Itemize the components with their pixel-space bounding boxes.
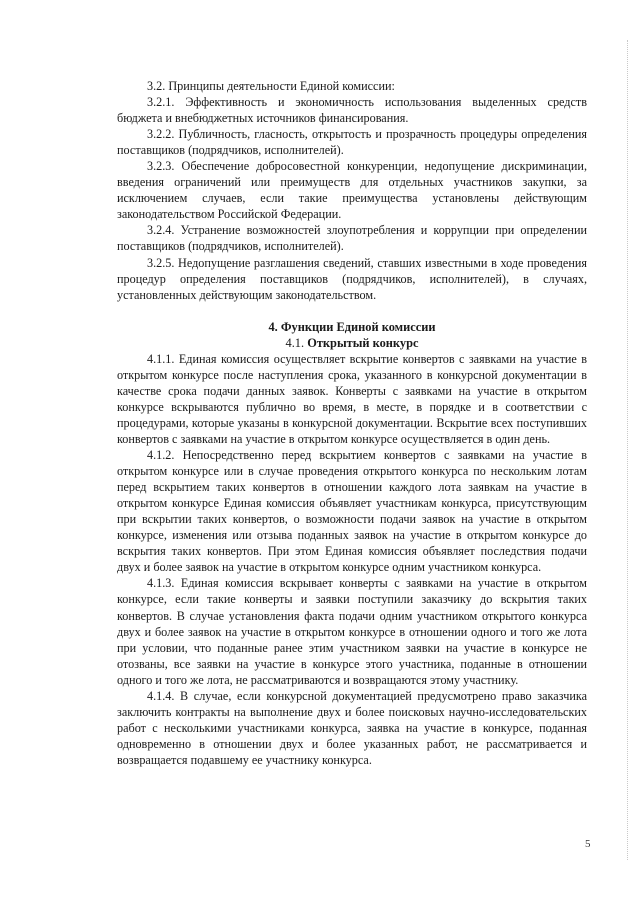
scan-edge-line [627, 40, 628, 860]
section-3-2-title: 3.2. Принципы деятельности Единой комиссии: [147, 79, 395, 93]
subsection-4-1-number: 4.1. [285, 335, 308, 350]
clause-3-2-1: 3.2.1. Эффективность и экономичность использования выделенных средств бюджета и внебюджетных источников финансирования. [117, 95, 587, 126]
document-body [117, 78, 587, 768]
clause-3-2-5: 3.2.5. Недопущение разглашения сведений, ставших известными в ходе проведения процедур определения поставщиков (подрядчиков, исполнителей), в случаях, установленных действующим законодательством. [117, 255, 587, 302]
section-4-heading: 4. Функции Единой комиссии [268, 319, 436, 334]
subsection-4-1-heading [117, 335, 587, 351]
clause-4-1-1: 4.1.1. Единая комиссия осуществляет вскрытие конвертов с заявками на участие в открытом конкурсе после наступления срока, указанного в конкурсной документации в качестве срока подачи данных заявок. Конверты с заявками на участие в открытом конкурсе вскрываются публично во время, в месте, в порядке и в соответствии с процедурами, которые указаны в конкурсной документации. Вскрытие всех поступивших конвертов с заявками на участие в открытом конкурсе осуществляется в один день. [117, 351, 587, 446]
clause-4-1-4: 4.1.4. В случае, если конкурсной документацией предусмотрено право заказчика заключить контракты на выполнение двух и более поисковых научно-исследовательских работ с несколькими участниками конкурса, заявка на участие в конкурсе, поданная одновременно в отношении двух и более указанных работ, не рассматривается и возвращается подавшему ее участнику конкурса. [117, 688, 587, 767]
clause-3-2-3: 3.2.3. Обеспечение добросовестной конкуренции, недопущение дискриминации, введения ограничений или преимуществ для отдельных участников закупки, за исключением случаев, если такие преимущества установлены действующим законодательством Российской Федерации. [117, 159, 587, 222]
clause-4-1-3: 4.1.3. Единая комиссия вскрывает конверты с заявками на участие в открытом конкурсе, если такие конверты и заявки поступили заказчику до вскрытия таких конвертов. В случае установления факта подачи одним участником открытого конкурса двух и более заявок на участие в открытом конкурсе в отношении одного и того же лота при условии, что поданные ранее этим участником заявки на участие в конкурсе не отозваны, все заявки на участие в конкурсе этого участника, поданные в отношении одного и того же лота, не рассматриваются и возвращаются этому участнику. [117, 576, 587, 687]
subsection-4-1-title: Открытый конкурс [307, 335, 419, 350]
clause-4-1-2: 4.1.2. Непосредственно перед вскрытием конвертов с заявками на участие в открытом конкурсе или в случае проведения открытого конкурса по нескольким лотам перед вскрытием таких конвертов в отношении каждого лота заявкам на участие в открытом конкурсе Единая комиссия объявляет участникам конкурса, присутствующим при вскрытии таких конвертов, о возможности подачи заявок на участие в открытом конкурсе, изменения или отзыва поданных заявок на участие в открытом конкурсе до вскрытия таких конвертов. При этом Единая комиссия объявляет последствия подачи двух и более заявок на участие в открытом конкурсе одним участником конкурса. [117, 448, 587, 575]
section-spacer [117, 303, 587, 319]
clause-3-2-4: 3.2.4. Устранение возможностей злоупотребления и коррупции при определении поставщиков (подрядчиков, исполнителей). [117, 223, 587, 254]
clause-3-2-2: 3.2.2. Публичность, гласность, открытость и прозрачность процедуры определения поставщиков (подрядчиков, исполнителей). [117, 127, 587, 158]
page-number: 5 [585, 838, 591, 850]
